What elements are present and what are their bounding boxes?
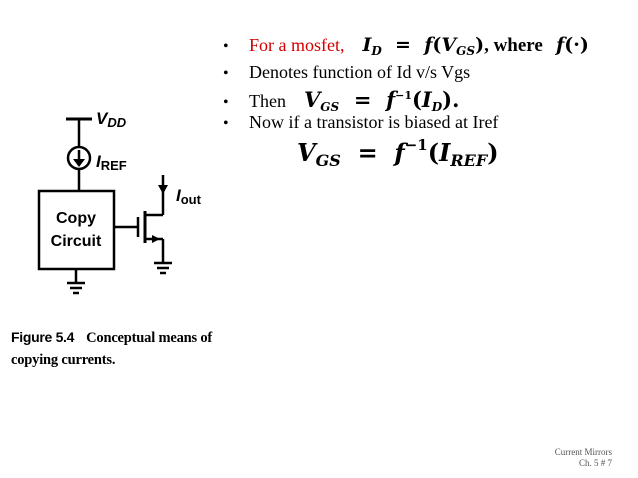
vdd-label: VDD — [96, 109, 127, 130]
bullet-dot: • — [223, 38, 229, 55]
bullet-4-text: Now if a transistor is biased at Iref — [249, 112, 499, 132]
iout-arrow-icon — [158, 185, 168, 194]
slide-footer — [555, 447, 612, 469]
box-label-line1: Copy — [56, 210, 96, 227]
bullet-dot: • — [223, 115, 229, 132]
caption-figure-number: Figure 5.4 — [11, 329, 75, 345]
box-label-line2: Circuit — [50, 233, 102, 250]
bullet-dot: • — [223, 94, 229, 111]
iref-label: IREF — [96, 152, 127, 173]
equation-vgs-inverse-iref: $V_{GS} = f^{-1}(I_{REF})$ — [297, 136, 499, 170]
ground-icon — [154, 263, 172, 273]
ground-icon — [67, 283, 85, 293]
bullet-3 — [223, 87, 460, 114]
equation-vgs-inverse-id: VGS = $f^{-1}(ID)$. — [303, 87, 460, 114]
equation-id-fvgs: $I_D = f(V_{GS})$, where f(·) — [362, 34, 589, 58]
bullet-1-text: For a mosfet, — [249, 35, 345, 55]
bullet-1 — [223, 34, 589, 58]
caption-text: Conceptual means of copying currents. — [11, 330, 213, 368]
nmos-transistor-icon — [138, 175, 163, 263]
bullet-2 — [223, 62, 470, 86]
bullet-3-text: Then — [249, 91, 286, 111]
copy-circuit-box — [39, 191, 114, 269]
copy-circuit-schematic — [30, 95, 220, 315]
bullet-2-text: Denotes function of Id v/s Vgs — [249, 62, 471, 82]
bullet-dot: • — [223, 65, 229, 82]
footer-page-number: Ch. 5 # 7 — [578, 458, 612, 468]
figure-caption — [11, 327, 251, 371]
iout-label: Iout — [176, 186, 201, 207]
bullet-4 — [223, 112, 498, 136]
footer-title: Current Mirrors — [554, 447, 612, 457]
